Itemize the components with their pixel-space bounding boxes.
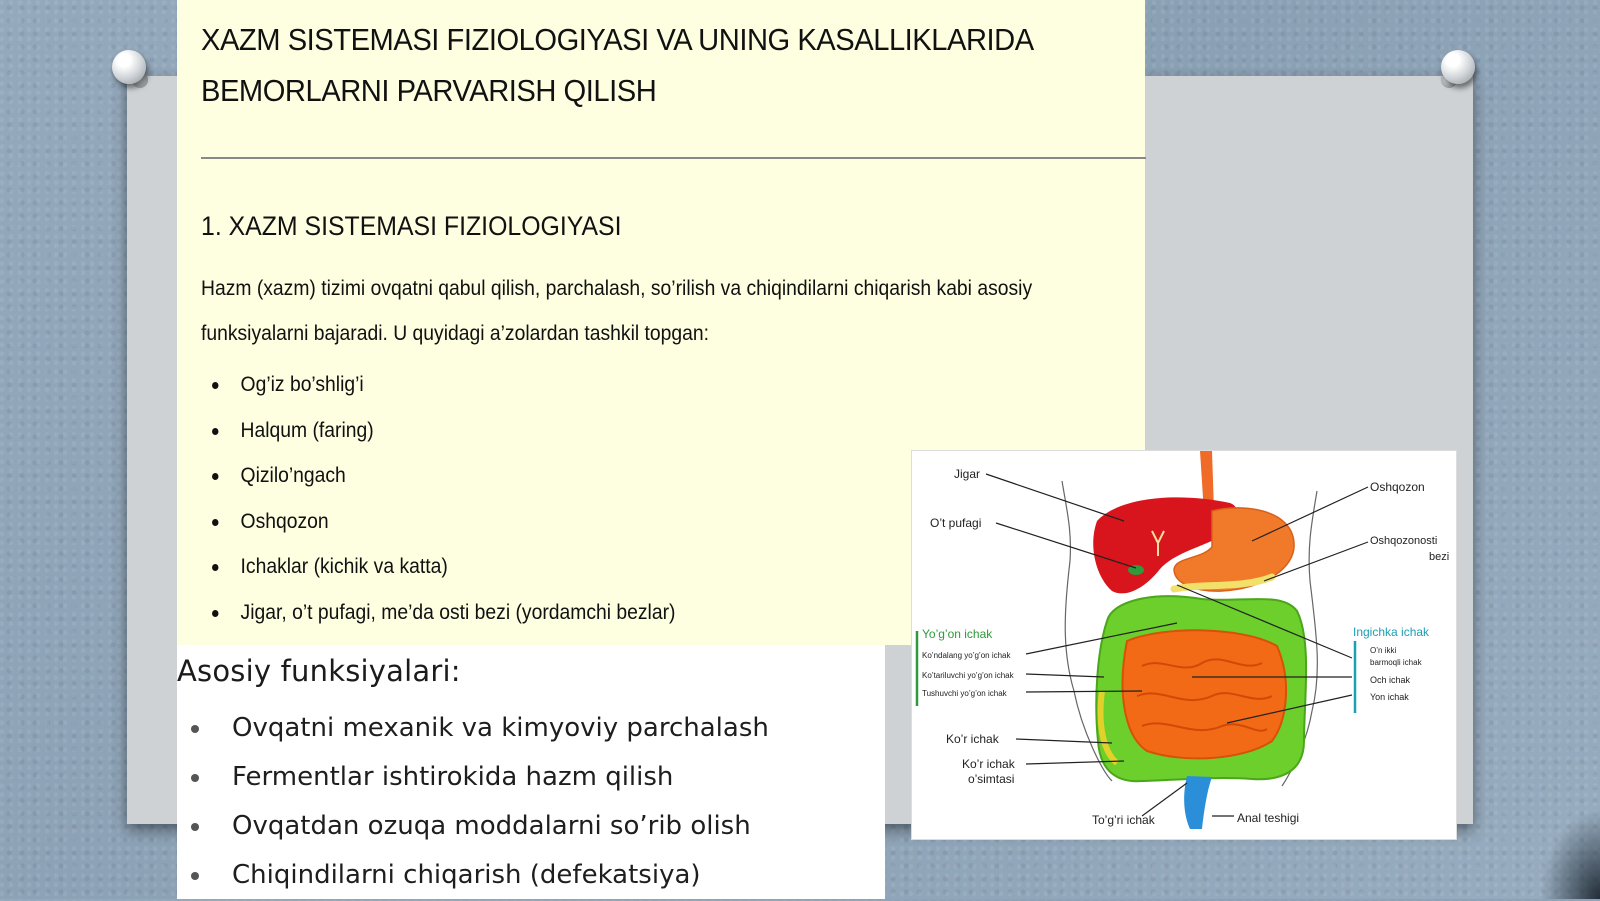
label-och-ichak: Och ichak: [1370, 675, 1411, 685]
label-oshqozonosti-1: Oshqozonosti: [1370, 535, 1438, 547]
label-oshqozon: Oshqozon: [1370, 480, 1425, 494]
organ-list: [201, 362, 717, 635]
label-kotariluvchi: Ko’tariluvchi yo’g’on ichak: [922, 671, 1014, 680]
digestive-system-diagram: [911, 450, 1457, 840]
label-anal-teshigi: Anal teshigi: [1237, 811, 1300, 825]
label-tushuvchi: Tushuvchi yo’g’on ichak: [922, 689, 1007, 698]
intro-paragraph: [201, 266, 1084, 356]
intro-line-1: Hazm (xazm) tizimi ovqatni qabul qilish, parchalash, so’rilish va chiqindilarni chiqarish kabi asosiy: [201, 277, 1033, 300]
label-onikki-1: O’n ikki: [1370, 646, 1397, 655]
page-title: [201, 14, 1075, 116]
label-jigar: Jigar: [954, 467, 981, 481]
list-item: Oshqozon: [201, 499, 675, 545]
title-line-1: XAZM SISTEMASI FIZIOLOGIYASI VA UNING KASALLIKLARIDA: [201, 22, 1034, 57]
label-togri-ichak: To’g’ri ichak: [1092, 813, 1155, 827]
label-ingichka-ichak: Ingichka ichak: [1353, 625, 1430, 639]
pushpin-right-icon: [1437, 50, 1481, 94]
list-item: Ovqatni mexanik va kimyoviy parchalash: [177, 705, 769, 754]
label-ot-pufagi: O’t pufagi: [930, 516, 982, 530]
label-onikki-2: barmoqli ichak: [1370, 658, 1422, 667]
label-yogon-ichak: Yo’g’on ichak: [922, 627, 993, 641]
list-item: Halqum (faring): [201, 408, 675, 454]
label-oshqozonosti-2: bezi: [1429, 551, 1450, 563]
label-korichak-osimta-1: Ko’r ichak: [962, 757, 1015, 771]
list-item: Jigar, o’t pufagi, me’da osti bezi (yordamchi bezlar): [201, 590, 675, 636]
title-line-2: BEMORLARNI PARVARISH QILISH: [201, 73, 657, 108]
digestive-system-illustration: [912, 451, 1456, 839]
functions-heading: Asosiy funksiyalari:: [177, 654, 461, 688]
list-item: Chiqindilarni chiqarish (defekatsiya): [177, 852, 769, 901]
intro-line-2: funksiyalarni bajaradi. U quyidagi a’zolardan tashkil topgan:: [201, 322, 709, 345]
list-item: Ovqatdan ozuqa moddalarni so’rib olish: [177, 803, 769, 852]
rectum-shape: [1184, 776, 1212, 829]
list-item: Og’iz bo’shlig’i: [201, 362, 675, 408]
list-item: Qizilo’ngach: [201, 453, 675, 499]
list-item: Ichaklar (kichik va katta): [201, 544, 675, 590]
title-divider: [201, 157, 1146, 159]
label-yon-ichak: Yon ichak: [1370, 692, 1409, 702]
label-kondalang: Ko’ndalang yo’g’on ichak: [922, 651, 1011, 660]
functions-list: [177, 705, 769, 901]
section-heading: 1. XAZM SISTEMASI FIZIOLOGIYASI: [201, 211, 622, 241]
pushpin-left-icon: [112, 50, 156, 94]
corner-shadow: [1540, 809, 1600, 899]
list-item: Fermentlar ishtirokida hazm qilish: [177, 754, 769, 803]
label-korichak-osimta-2: o’simtasi: [968, 772, 1015, 786]
label-korichak: Ko’r ichak: [946, 732, 999, 746]
